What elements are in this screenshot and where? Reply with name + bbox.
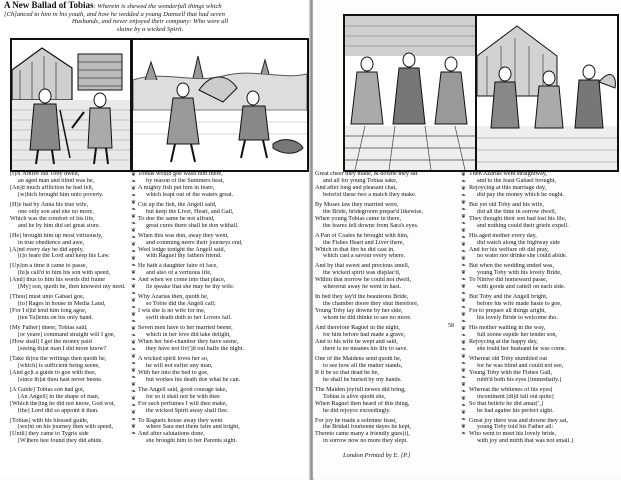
verse-line: For to prepare all things aright,: [469, 308, 546, 315]
verse-line: And therefore Raguel in the night,: [315, 325, 400, 332]
verse-line: [An]d much affliction he had felt,: [10, 184, 94, 191]
ornament-glyph: ❦: [461, 214, 467, 220]
ornament-glyph: ❧: [461, 403, 467, 409]
verse-line: [Thou] must unto Gabael goe,: [10, 294, 85, 301]
verse-line: he had againe his perfect sight.: [477, 407, 554, 414]
woodcut-wedding-scene: [343, 14, 477, 172]
verse-line: [we]nt on his journey then with speed,: [18, 424, 114, 431]
verse-line: [hi]s call'd to him his son with speed,: [18, 270, 111, 277]
verse-line: lle speake that she may be thy wife.: [146, 284, 235, 291]
ornament-glyph: ❧: [461, 333, 467, 339]
verse-line: the wicked Spirit away shall flee.: [146, 407, 229, 414]
ornament-glyph: ❦: [131, 200, 137, 206]
woodcut-tobias-and-angel-with-fish: [131, 38, 309, 172]
verse-line: The Angell said, good courage take,: [138, 386, 228, 393]
ornament-glyph: ❦: [131, 298, 137, 304]
verse-line: [seeing th]at man I did more know?: [18, 345, 107, 352]
verse-line: Which was the comfort of his life,: [10, 215, 95, 222]
ornament-glyph: ❦: [131, 382, 137, 388]
verse-line: with Raguel thy fathers friend.: [146, 253, 222, 260]
heading-line-1: Wherein is shewed the wonderfull things which: [97, 3, 222, 10]
ornament-glyph: ❦: [131, 256, 137, 262]
verse-line: Then Azarias went straightway,: [469, 171, 547, 177]
ornament-glyph: ❦: [461, 312, 467, 318]
verse-line: Why Azarias then, quoth he,: [138, 294, 209, 301]
verse-line: with joy and mirth that was not small.]: [477, 438, 573, 445]
ornament-glyph: ❧: [131, 333, 137, 339]
verse-line: [since th]at thou hast never beene.: [18, 376, 103, 383]
verse-line: in sorrow now no more they slept.: [323, 438, 408, 445]
verse-line: [t]o feare the Lord and keep his Law.: [18, 253, 110, 260]
verse-line: an aged man and blind was he,: [18, 177, 95, 184]
column-rule-ornament: [131, 172, 136, 438]
right-text-column-2: [469, 171, 615, 445]
ornament-glyph: ❦: [131, 410, 137, 416]
verse-line: by reason of the Summers heat,: [146, 177, 225, 184]
right-page: [313, 0, 621, 478]
ornament-glyph: ❦: [131, 172, 137, 178]
ornament-glyph: ❧: [131, 235, 137, 241]
verse-line: And to his wife he wept and said,: [315, 338, 398, 345]
ornament-glyph: ❦: [461, 186, 467, 192]
verse-line: Who went to meet his lovely bride,: [469, 431, 557, 438]
ornament-glyph: ❧: [461, 305, 467, 311]
verse-line: For joy he made a solemne feast,: [315, 417, 397, 424]
verse-line: In bed they lay'd the beauteous Bride,: [315, 294, 409, 301]
ornament-glyph: ❧: [131, 403, 137, 409]
verse-line: Great cheer they made, & downe they sat: [315, 171, 418, 177]
verse-line: and all for young Tobias sake,: [323, 177, 398, 184]
verse-line: in true obedience and awe,: [18, 239, 85, 246]
verse-line: the wicked spirit was displac'd,: [323, 270, 401, 277]
ornament-glyph: ❧: [461, 375, 467, 381]
verse-line: His aged mother every day,: [469, 232, 537, 239]
verse-line: But when the wedding ended was,: [469, 263, 554, 270]
verse-line: [A]nd every day he did apply,: [10, 246, 84, 253]
heading-line-3: Husbands, and never enjoyed their company: Who were all: [71, 18, 229, 26]
verse-line: the Bridall fourteene dayes he kept,: [323, 424, 411, 431]
verse-line: for him before had made a grave,: [323, 332, 406, 339]
verse-line: swift death doth to her Lovers fall.: [146, 315, 232, 322]
verse-line: A Pan of Coales he brought with him,: [315, 232, 409, 239]
verse-line: [A Guide] Tobias son had got,: [10, 386, 85, 393]
heading-line-4: slaine by a wicked Spirit.: [116, 25, 184, 33]
ornament-glyph: ❧: [461, 389, 467, 395]
ornament-glyph: ❧: [461, 221, 467, 227]
verse-line: did all the time in sorrow dwell,: [477, 208, 557, 215]
ornament-glyph: ❦: [461, 396, 467, 402]
verse-line: Seven men have to her married beene,: [138, 325, 233, 332]
verse-line: the feares fell downe from Sara's eyes.: [323, 222, 419, 229]
verse-line: his lovely Bride to welcome tho.: [477, 315, 558, 322]
verse-line: but workes his death doe what he can.: [146, 376, 241, 383]
verse-line: he will not suffer any man,: [146, 362, 213, 369]
ornament-glyph: ❦: [461, 228, 467, 234]
ornament-glyph: ❦: [131, 396, 137, 402]
verse-line: A mighty fish put him in feare,: [138, 184, 215, 191]
ornament-glyph: ❧: [461, 319, 467, 325]
verse-line: great cures there shall be don withall.: [146, 222, 239, 229]
ornament-glyph: ❧: [131, 347, 137, 353]
verse-line: And after salutations done,: [138, 431, 205, 438]
ornament-glyph: ❧: [131, 291, 137, 297]
right-text-column-1: [315, 171, 461, 445]
ornament-glyph: ❦: [461, 326, 467, 332]
ornament-glyph: ❧: [131, 361, 137, 367]
woodcut-tobit-and-son: [10, 38, 132, 172]
column-rule-ornament-right: [461, 172, 466, 438]
verse-line: And for his welfare oft did pray,: [469, 246, 549, 253]
ornament-glyph: ❧: [461, 249, 467, 255]
verse-line: did watch along the highway side: [477, 239, 560, 246]
verse-line: they have not liv[']d out halfe the night.: [146, 345, 245, 352]
ornament-glyph: ❧: [461, 431, 467, 437]
ornament-glyph: ❧: [461, 347, 467, 353]
verse-line: did pay the money which he ought.: [477, 191, 565, 198]
ornament-glyph: ❧: [131, 221, 137, 227]
heading-line-2: [Ch]anced to him in his youth, and how he wedded a young Damsell that had seven: [4, 10, 225, 18]
verse-line: he shall be buried by my hands.: [323, 376, 402, 383]
verse-line: Which in that fire he did cast in,: [315, 246, 395, 253]
verse-line: Tobias is alive quoth she,: [323, 393, 386, 400]
ornament-glyph: ❧: [461, 277, 467, 283]
verse-line: When Raguel then heard of this thing,: [315, 400, 410, 407]
verse-line: Whereat the whitenes of his eyes[: [469, 386, 553, 393]
ornament-glyph: ❧: [461, 235, 467, 241]
ornament-glyph: ❧: [131, 417, 137, 423]
ornament-glyph: ❧: [461, 417, 467, 423]
verse-line: she tould her husband he was come.: [477, 345, 567, 352]
ornament-glyph: ❧: [131, 277, 137, 283]
ornament-glyph: ❧: [461, 207, 467, 213]
ornament-glyph: ❦: [131, 424, 137, 430]
verse-line: Rejoycing at this marriage day,: [469, 184, 547, 191]
verse-line: which in her love did take delight,: [146, 332, 231, 339]
ornament-glyph: ❧: [461, 179, 467, 185]
verse-line: young Toby told his Father all:: [477, 424, 554, 431]
verse-line: full soone espide her tender son,: [477, 332, 558, 339]
verse-line: [For I d]id lend him long agoe,: [10, 308, 87, 315]
verse-line: Within that norrow he could not dwell,: [315, 277, 412, 284]
verse-line: [And ge]t a guide to goe with thee,: [10, 369, 97, 376]
verse-line: His mother waiting in the way,: [469, 325, 546, 332]
ornament-glyph: ❦: [461, 368, 467, 374]
verse-line: [Take th]ou the writings then quoth he,: [10, 355, 107, 362]
ornament-glyph: ❦: [461, 242, 467, 248]
ornament-glyph: ❦: [461, 172, 467, 178]
ornament-glyph: ❦: [131, 270, 137, 276]
ornament-glyph: ❧: [461, 361, 467, 367]
ornament-glyph: ❦: [461, 298, 467, 304]
verse-line: [An Angell] in the shape of man,: [18, 393, 100, 400]
verse-line: [w]hich brought him unto poverty.: [18, 191, 104, 198]
verse-line: A wicked spirit loves her so,: [138, 355, 209, 362]
verse-line: And after long and pleasant chat,: [315, 184, 397, 191]
verse-line: [Up]on a time it came to passe,: [10, 263, 88, 270]
ornament-glyph: ❦: [461, 354, 467, 360]
verse-line: To Raguels house away they went: [138, 417, 223, 424]
ornament-glyph: ❧: [131, 431, 137, 437]
verse-line: [H]e had by Anna his true wife,: [10, 201, 89, 208]
verse-line: [Tobias] with his blessed guide,: [10, 417, 89, 424]
verse-line: When young Tobias came in there,: [315, 215, 402, 222]
ballad-heading: A New Ballad of Tobias: Wherein is shewed the wonderfull things which [Ch]anced to him in his youth, and how he wedded a young Damsell that had seven Husbands, and never enjoyed their company: Who were all slaine by a wicked Spirit.: [4, 2, 296, 33]
verse-line: there is no meanes his life to save.: [323, 345, 408, 352]
verse-line: and to the feast Gabael brought,: [477, 177, 557, 184]
verse-line: He hath a daughter faire of face,: [138, 263, 218, 270]
ornament-glyph: ❧: [131, 193, 137, 199]
verse-line: With her into the bed to goe,: [138, 369, 209, 376]
verse-line: For such perfumes I will thee make,: [138, 400, 228, 407]
verse-line: If it be so that dead he be,: [315, 369, 379, 376]
verse-line: [My] son, quoth he, then knowest my need.: [18, 284, 126, 291]
verse-line: One of the Maidens send quoth he,: [315, 355, 402, 362]
ornament-glyph: ❧: [131, 319, 137, 325]
verse-line: [which] is sufficient being seene,: [18, 362, 100, 369]
left-text-column-1: [10, 171, 132, 445]
ornament-glyph: ❦: [131, 242, 137, 248]
verse-line: one only son and eke no more,: [18, 208, 94, 215]
ornament-glyph: ❦: [131, 186, 137, 192]
verse-line: When her bed-chamber they have seene,: [138, 338, 239, 345]
ornament-glyph: ❦: [461, 340, 467, 346]
ballad-title: A New Ballad of Tobias: [4, 0, 94, 10]
ornament-glyph: ❦: [461, 424, 467, 430]
verse-line: [How shall] I get the money paid: [10, 338, 92, 345]
verse-line: betwixt these two a match they make.: [323, 191, 417, 198]
verse-line: [My Father] dneer, Tobias said,: [10, 325, 88, 332]
verse-line: Cut up the fish, the Angell said,: [138, 201, 217, 208]
ornament-glyph: ❧: [131, 305, 137, 311]
verse-line: but keep the Liver, Heart, and Gall,: [146, 208, 234, 215]
verse-line: [or yeare] command straight will I goe,: [18, 332, 116, 339]
verse-line: Great joy there was and downe they sat,: [469, 417, 568, 424]
ornament-glyph: ❧: [131, 207, 137, 213]
ornament-glyph: ❧: [131, 375, 137, 381]
verse-line: rubb'd both his eyes [immediatly.]: [477, 376, 562, 383]
verse-line: young Toby with his lovely Bride,: [477, 270, 562, 277]
woodcut-return-to-ninive: [475, 14, 619, 172]
ornament-glyph: ❦: [131, 368, 137, 374]
verse-line: And by that sweet and precious smell,: [315, 263, 410, 270]
signature-mark: 58: [448, 323, 454, 329]
verse-line: Weel lodge tonight the Angell said,: [138, 246, 226, 253]
verse-line: for he was blind and could not see,: [477, 362, 564, 369]
verse-line: so Tobie did the Angell call;: [146, 301, 216, 308]
verse-line: which leapt out of the waters great.: [146, 191, 234, 198]
verse-line: no water nor drinke she could abide.: [477, 253, 568, 260]
ornament-glyph: ❦: [131, 284, 137, 290]
verse-line: and he by him did set great store.: [18, 222, 101, 229]
ornament-glyph: ❦: [131, 340, 137, 346]
verse-line: with goods and cattell on each side.: [477, 284, 566, 291]
ornament-glyph: ❧: [131, 249, 137, 255]
verse-line: The Maiden joyfull newes did bring,: [315, 386, 406, 393]
ornament-glyph: ❦: [131, 228, 137, 234]
verse-line: So that beliefe he did amaz[',]: [469, 400, 543, 407]
verse-line: she brought him to her Parents sight.: [146, 438, 237, 445]
verse-line: But Toby and the Angell bright,: [469, 294, 548, 301]
left-text-column-2: [138, 171, 306, 445]
verse-line: By Moses law they married were,: [315, 201, 399, 208]
verse-line: the Fishes Heart and Liver there,: [323, 239, 405, 246]
verse-line: Tobias would goe wash him there,: [138, 171, 223, 177]
ornament-glyph: ❦: [461, 256, 467, 262]
verse-line: [ten Ta]lents on his only band.: [18, 315, 94, 322]
verse-line: Young Toby lay downe by her side,: [315, 308, 403, 315]
verse-line: incontinent [di]d fall out quite]: [477, 393, 554, 400]
ornament-glyph: ❦: [131, 354, 137, 360]
verse-line: But yet old Toby and his wife,: [469, 201, 544, 208]
verse-line: the chamber doore they shut therefore,: [323, 301, 419, 308]
verse-line: [W]here hee found they did abide.: [18, 438, 103, 445]
verse-line: [the] Lord did so appoint it than.: [18, 407, 99, 414]
ornament-glyph: ❦: [461, 200, 467, 206]
verse-line: And when we come into that place,: [138, 277, 226, 284]
verse-line: [He] brought him up most virtuously,: [10, 232, 103, 239]
verse-line: whereout away he went in hast.: [323, 284, 402, 291]
ornament-glyph: ❦: [461, 270, 467, 276]
verse-line: [Until] they came to Tygris side: [10, 431, 89, 438]
verse-line: When this was don, away they went,: [138, 232, 229, 239]
verse-line: he did rejoyce exceedingly.: [323, 407, 391, 414]
ornament-glyph: ❦: [131, 326, 137, 332]
ornament-glyph: ❧: [131, 179, 137, 185]
verse-line: [I]N Ninive old Toby dwelt,: [10, 171, 80, 177]
verse-line: whom he did thinke to see no more.: [323, 315, 412, 322]
verse-line: Thereto came many a friendly gues[t],: [315, 431, 410, 438]
verse-line: for so it shall not be with thee: [146, 393, 220, 400]
verse-line: and comming neere their journeys end,: [146, 239, 243, 246]
verse-line: [And] thus to him his words did frame: [10, 277, 106, 284]
verse-line: Young Toby with the Fishes Gall,: [469, 369, 553, 376]
verse-line: [Which the]ing he did not know, God wot,: [10, 400, 115, 407]
printer-imprint: London Printed by E. [P.]: [343, 452, 411, 459]
verse-line: before his wife made haste to goe,: [477, 301, 562, 308]
verse-line: to see how all the matter stands,: [323, 362, 403, 369]
verse-line: To doe the same he not affraid,: [138, 215, 215, 222]
ornament-glyph: ❦: [461, 284, 467, 290]
verse-line: To Ninive did homeward passe,: [469, 277, 548, 284]
verse-line: the Bride, bridegroom prepar'd likewise,: [323, 208, 424, 215]
verse-line: and also of a vertuous life,: [146, 270, 212, 277]
verse-line: which cast a savour every where.: [323, 253, 406, 260]
verse-line: [to] Rages in house in Media Land,: [18, 301, 106, 308]
ornament-glyph: ❦: [461, 410, 467, 416]
ornament-glyph: ❧: [461, 263, 467, 269]
ornament-glyph: ❧: [131, 263, 137, 269]
verse-line: and nothing could their griefe expell.: [477, 222, 569, 229]
verse-line: Whereat old Toby stumbled out: [469, 355, 548, 362]
ornament-glyph: ❦: [461, 382, 467, 388]
ornament-glyph: ❧: [461, 193, 467, 199]
ornament-glyph: ❧: [131, 389, 137, 395]
verse-line: I wis she is no wife for me,: [138, 308, 206, 315]
ornament-glyph: ❦: [131, 214, 137, 220]
verse-line: where Sara met them faire and bright,: [146, 424, 240, 431]
left-page: [0, 0, 311, 478]
verse-line: They thought their son had lost his life,: [469, 215, 567, 222]
ornament-glyph: ❧: [461, 291, 467, 297]
verse-line: Rejoycing at the happy day,: [469, 338, 538, 345]
ornament-glyph: ❦: [131, 312, 137, 318]
